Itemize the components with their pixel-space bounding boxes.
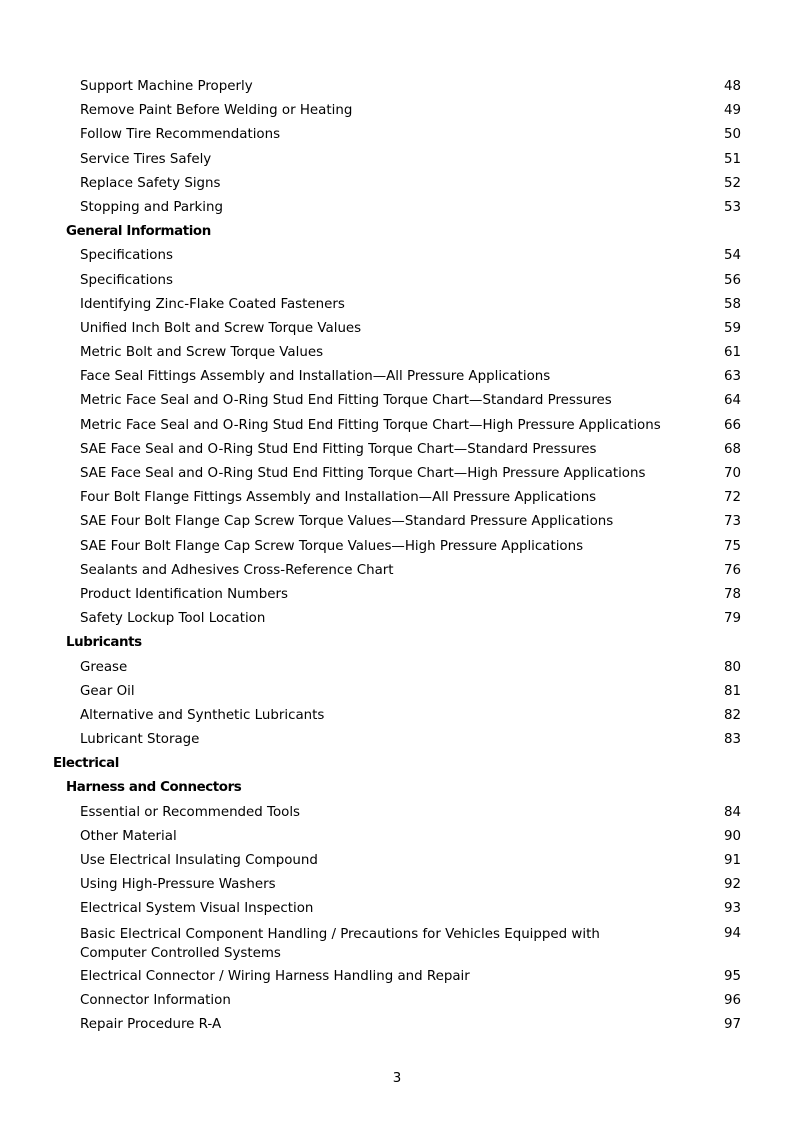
toc-entry-page-number: 68 <box>723 441 741 457</box>
toc-section-heading <box>0 753 794 777</box>
toc-entry-page-number: 95 <box>723 969 741 985</box>
toc-entry[interactable] <box>0 536 794 560</box>
toc-entry[interactable] <box>0 173 794 197</box>
toc-entry[interactable] <box>0 898 794 922</box>
toc-entry[interactable] <box>0 923 794 967</box>
toc-section-heading <box>0 221 794 245</box>
toc-entry-title: Four Bolt Flange Fittings Assembly and Installation—All Pressure Applications <box>80 490 597 506</box>
toc-entry[interactable] <box>0 560 794 584</box>
toc-entry-page-number: 50 <box>723 127 741 143</box>
toc-entry-page-number: 92 <box>723 877 741 893</box>
toc-entry-title: SAE Face Seal and O-Ring Stud End Fitting Torque Chart—High Pressure Applications <box>80 466 646 481</box>
toc-entry-title: Support Machine Properly <box>80 79 253 94</box>
toc-entry-page-number: 51 <box>723 151 741 167</box>
toc-entry[interactable] <box>0 681 794 705</box>
toc-entry-page-number: 84 <box>723 804 741 820</box>
toc-entry-title: Use Electrical Insulating Compound <box>80 853 318 868</box>
toc-entry[interactable] <box>0 463 794 487</box>
toc-entry-page-number: 78 <box>723 586 741 602</box>
toc-entry-page-number: 54 <box>723 248 741 264</box>
toc-entry[interactable] <box>0 318 794 342</box>
toc-entry-title: Safety Lockup Tool Location <box>80 611 266 627</box>
toc-entry[interactable] <box>0 729 794 753</box>
toc-entry[interactable] <box>0 874 794 898</box>
toc-entry-page-number: 76 <box>723 562 741 578</box>
toc-entry-page-number: 75 <box>723 538 741 554</box>
toc-entry-page-number: 82 <box>723 707 741 723</box>
toc-entry-page-number: 93 <box>723 901 741 917</box>
toc-entry[interactable] <box>0 366 794 390</box>
toc-entry[interactable] <box>0 270 794 294</box>
toc-entry-title: Electrical Connector / Wiring Harness Handling and Repair <box>80 969 470 985</box>
toc-entry-page-number: 70 <box>723 466 741 481</box>
toc-entry-title: SAE Four Bolt Flange Cap Screw Torque Values—High Pressure Applications <box>80 538 584 554</box>
toc-entry-page-number: 81 <box>723 683 741 699</box>
toc-entry[interactable] <box>0 342 794 366</box>
toc-entry-title: Grease <box>80 659 128 675</box>
toc-section-heading <box>0 632 794 656</box>
toc-entry[interactable] <box>0 826 794 850</box>
toc-entry-title: SAE Face Seal and O-Ring Stud End Fitting Torque Chart—Standard Pressures <box>80 441 597 457</box>
toc-entry[interactable] <box>0 802 794 826</box>
toc-entry-title: Sealants and Adhesives Cross-Reference Chart <box>80 562 394 578</box>
toc-entry-title: Metric Face Seal and O-Ring Stud End Fitting Torque Chart—High Pressure Applications <box>80 417 661 433</box>
page-number: 3 <box>392 1071 402 1086</box>
toc-entry-title: Product Identification Numbers <box>80 586 288 602</box>
toc-entry-page-number: 73 <box>723 514 741 530</box>
toc-entry-title: Alternative and Synthetic Lubricants <box>80 707 325 723</box>
toc-entry-title: Specifications <box>80 272 173 288</box>
toc-entry-page-number: 96 <box>723 993 741 1009</box>
toc-entry-page-number: 53 <box>723 199 741 215</box>
toc-entry-page-number: 61 <box>723 345 741 361</box>
toc-entry-title: Identifying Zinc-Flake Coated Fasteners <box>80 296 345 312</box>
toc-entry[interactable] <box>0 76 794 100</box>
toc-entry-page-number: 59 <box>723 320 741 336</box>
toc-entry-title: Essential or Recommended Tools <box>80 804 301 820</box>
toc-entry-title: Service Tires Safely <box>80 151 212 167</box>
toc-entry[interactable] <box>0 294 794 318</box>
table-of-contents <box>0 76 794 1039</box>
toc-entry[interactable] <box>0 487 794 511</box>
toc-entry-title: Face Seal Fittings Assembly and Installation—All Pressure Applications <box>80 369 551 385</box>
toc-entry[interactable] <box>0 608 794 632</box>
toc-entry[interactable] <box>0 850 794 874</box>
toc-entry[interactable] <box>0 100 794 124</box>
toc-section-heading <box>0 777 794 801</box>
toc-entry-title: Connector Information <box>80 993 231 1009</box>
toc-entry[interactable] <box>0 245 794 269</box>
toc-entry-title: Using High-Pressure Washers <box>80 877 276 893</box>
toc-entry[interactable] <box>0 1014 794 1038</box>
toc-entry[interactable] <box>0 584 794 608</box>
toc-entry-title: Follow Tire Recommendations <box>80 127 281 143</box>
toc-entry[interactable] <box>0 390 794 414</box>
toc-entry-page-number: 91 <box>723 853 741 868</box>
toc-entry-page-number: 72 <box>723 490 741 506</box>
toc-entry[interactable] <box>0 439 794 463</box>
toc-entry-page-number: 63 <box>723 369 741 385</box>
toc-entry-title: Metric Face Seal and O-Ring Stud End Fitting Torque Chart—Standard Pressures <box>80 393 612 409</box>
toc-entry-page-number: 97 <box>723 1017 741 1033</box>
toc-entry-page-number: 48 <box>723 79 741 94</box>
toc-entry[interactable] <box>0 657 794 681</box>
toc-entry[interactable] <box>0 990 794 1014</box>
toc-entry[interactable] <box>0 415 794 439</box>
toc-entry-title: Gear Oil <box>80 683 135 699</box>
toc-entry-title: Replace Safety Signs <box>80 175 221 191</box>
toc-entry-title: Basic Electrical Component Handling / Precautions for Vehicles Equipped with Computer Controlled Systems <box>80 926 600 962</box>
toc-entry[interactable] <box>0 511 794 535</box>
toc-entry[interactable] <box>0 197 794 221</box>
toc-entry-page-number: 94 <box>723 925 741 941</box>
toc-entry[interactable] <box>0 149 794 173</box>
toc-heading-title: General Information <box>66 224 211 240</box>
toc-entry-title: Repair Procedure R-A <box>80 1017 222 1033</box>
toc-heading-title: Lubricants <box>66 635 142 651</box>
toc-entry-title: Specifications <box>80 248 173 264</box>
toc-entry-page-number: 83 <box>723 732 741 748</box>
toc-entry-title: SAE Four Bolt Flange Cap Screw Torque Values—Standard Pressure Applications <box>80 514 614 530</box>
toc-entry-page-number: 56 <box>723 272 741 288</box>
toc-entry-page-number: 79 <box>723 611 741 627</box>
toc-entry-page-number: 49 <box>723 103 741 119</box>
toc-entry-title: Stopping and Parking <box>80 199 224 215</box>
toc-entry-title: Other Material <box>80 828 177 844</box>
toc-entry-page-number: 52 <box>723 175 741 191</box>
toc-heading-title: Electrical <box>53 756 119 772</box>
toc-entry[interactable] <box>0 705 794 729</box>
toc-entry-title: Remove Paint Before Welding or Heating <box>80 103 353 119</box>
toc-entry[interactable] <box>0 966 794 990</box>
toc-heading-title: Harness and Connectors <box>66 780 242 796</box>
toc-entry-page-number: 64 <box>723 393 741 409</box>
toc-entry-page-number: 80 <box>723 659 741 675</box>
toc-entry[interactable] <box>0 124 794 148</box>
toc-entry-page-number: 66 <box>723 417 741 433</box>
toc-entry-title: Lubricant Storage <box>80 732 200 748</box>
toc-entry-title: Electrical System Visual Inspection <box>80 901 314 917</box>
toc-entry-title: Metric Bolt and Screw Torque Values <box>80 345 324 361</box>
toc-entry-page-number: 58 <box>723 296 741 312</box>
toc-entry-title: Unified Inch Bolt and Screw Torque Values <box>80 320 362 336</box>
toc-entry-page-number: 90 <box>723 828 741 844</box>
